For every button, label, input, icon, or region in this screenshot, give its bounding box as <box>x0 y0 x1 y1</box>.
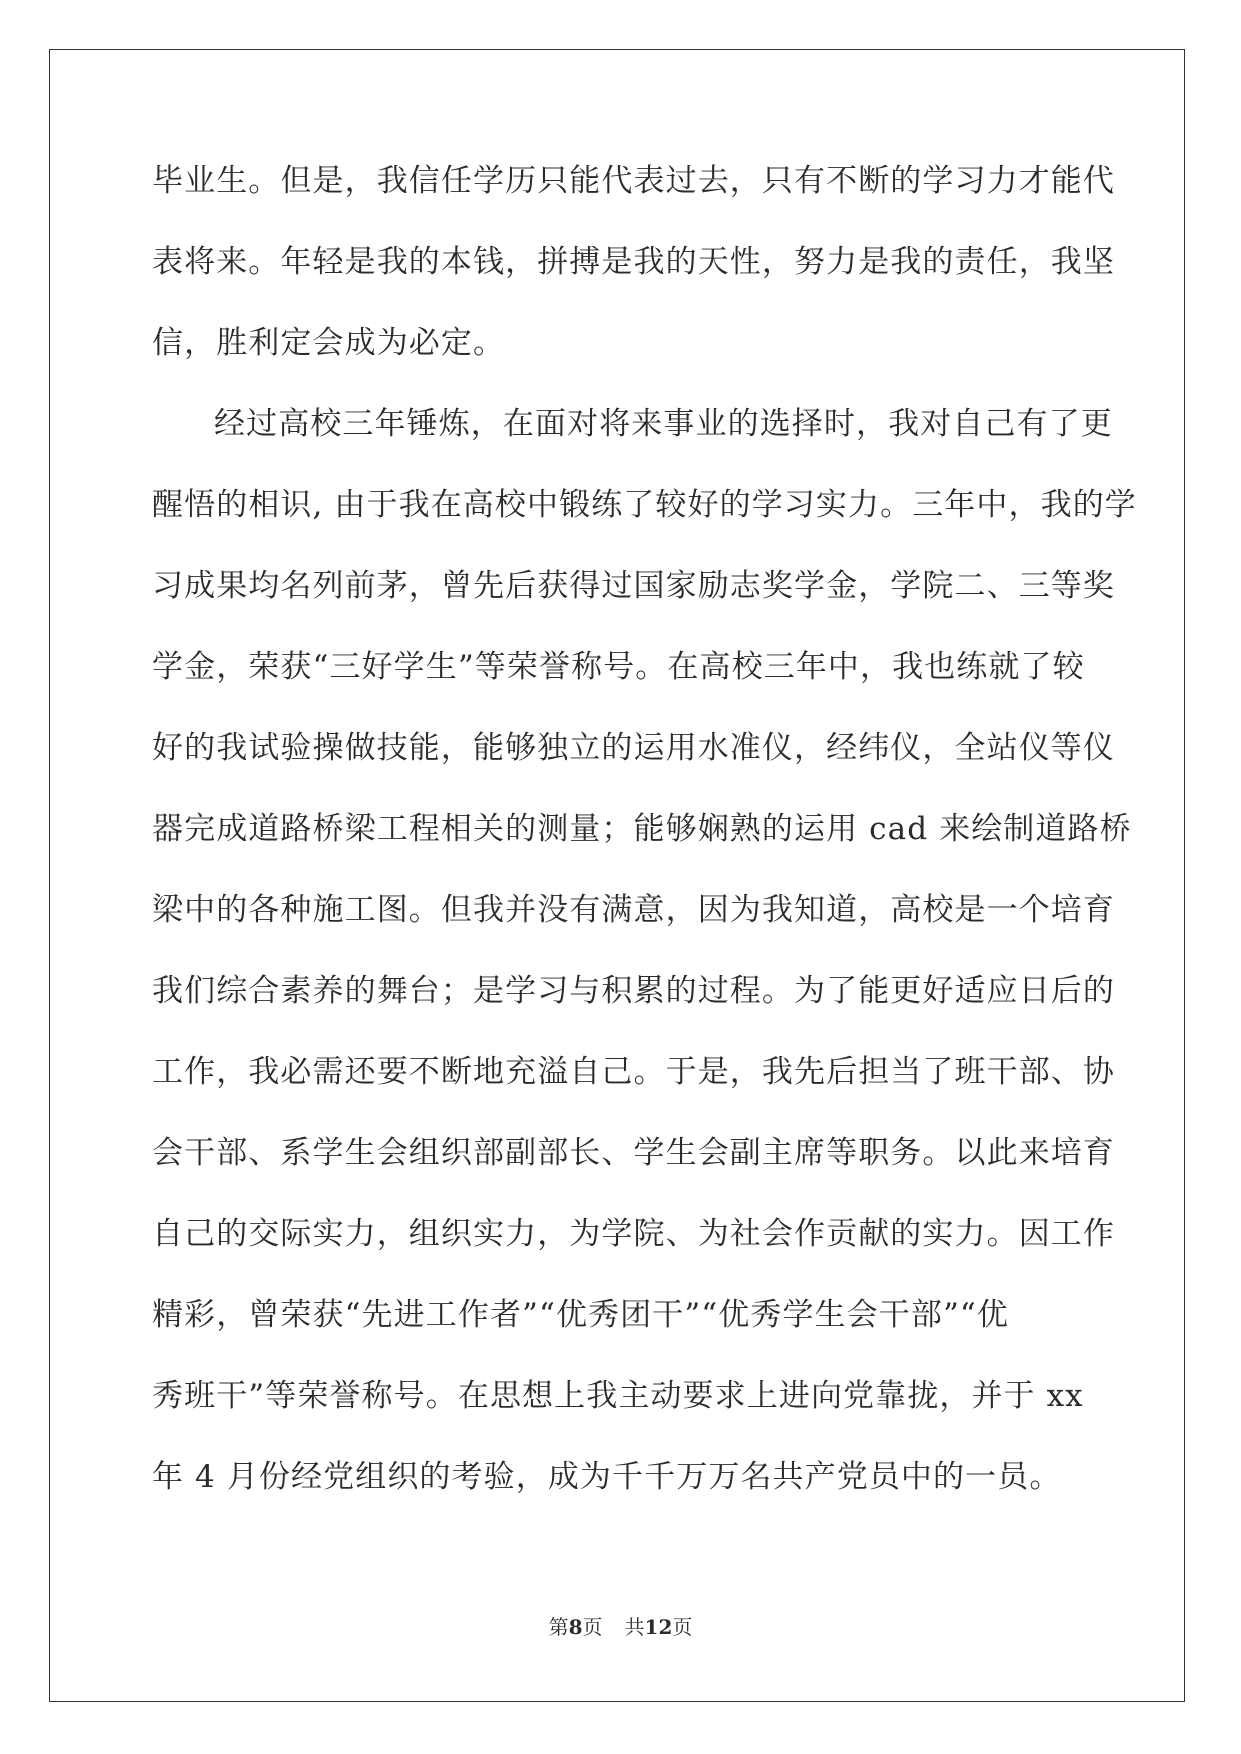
text-line: 习成果均名列前茅，曾先后获得过国家励志奖学金，学院二、三等奖 <box>152 568 1115 604</box>
footer-total-suffix: 页 <box>672 1615 693 1639</box>
footer-page-current: 8 <box>568 1615 583 1639</box>
document-body <box>152 163 1137 1540</box>
footer-page-prefix: 第 <box>548 1615 569 1639</box>
footer-total-prefix: 共 <box>624 1615 645 1639</box>
text-line: 信，胜利定会成为必定。 <box>152 325 506 361</box>
text-line: 梁中的各种施工图。但我并没有满意，因为我知道，高校是一个培育 <box>152 892 1115 928</box>
text-line: 学金，荣获“三好学生”等荣誉称号。在高校三年中，我也练就了较 <box>152 649 1085 685</box>
text-line: 秀班干”等荣誉称号。在思想上我主动要求上进向党靠拢，并于 xx <box>152 1378 1084 1414</box>
text-line: 工作，我必需还要不断地充溢自己。于是，我先后担当了班干部、协 <box>152 1054 1115 1090</box>
page-footer <box>0 1615 1241 1639</box>
text-line: 好的我试验操做技能，能够独立的运用水准仪，经纬仪，全站仪等仪 <box>152 730 1115 766</box>
text-line: 我们综合素养的舞台；是学习与积累的过程。为了能更好适应日后的 <box>152 973 1115 1009</box>
footer-page-total: 12 <box>644 1615 673 1639</box>
text-line: 表将来。年轻是我的本钱，拼搏是我的天性，努力是我的责任，我坚 <box>152 244 1115 280</box>
text-line: 精彩，曾荣获“先进工作者”“优秀团干”“优秀学生会干部”“优 <box>152 1297 1009 1333</box>
text-line: 器完成道路桥梁工程相关的测量；能够娴熟的运用 cad 来绘制道路桥 <box>152 811 1132 847</box>
text-line: 年 4 月份经党组织的考验，成为千千万万名共产党员中的一员。 <box>152 1459 1062 1495</box>
text-line: 毕业生。但是，我信任学历只能代表过去，只有不断的学习力才能代 <box>152 163 1115 199</box>
footer-page-mid: 页 <box>582 1615 603 1639</box>
text-line: 自己的交际实力，组织实力，为学院、为社会作贡献的实力。因工作 <box>152 1216 1115 1252</box>
text-line: 会干部、系学生会组织部副部长、学生会副主席等职务。以此来培育 <box>152 1135 1115 1171</box>
paragraph-start-line: 经过高校三年锤炼，在面对将来事业的选择时，我对自己有了更 <box>214 406 1113 442</box>
text-line: 醒悟的相识, 由于我在高校中锻练了较好的学习实力。三年中，我的学 <box>152 487 1137 523</box>
